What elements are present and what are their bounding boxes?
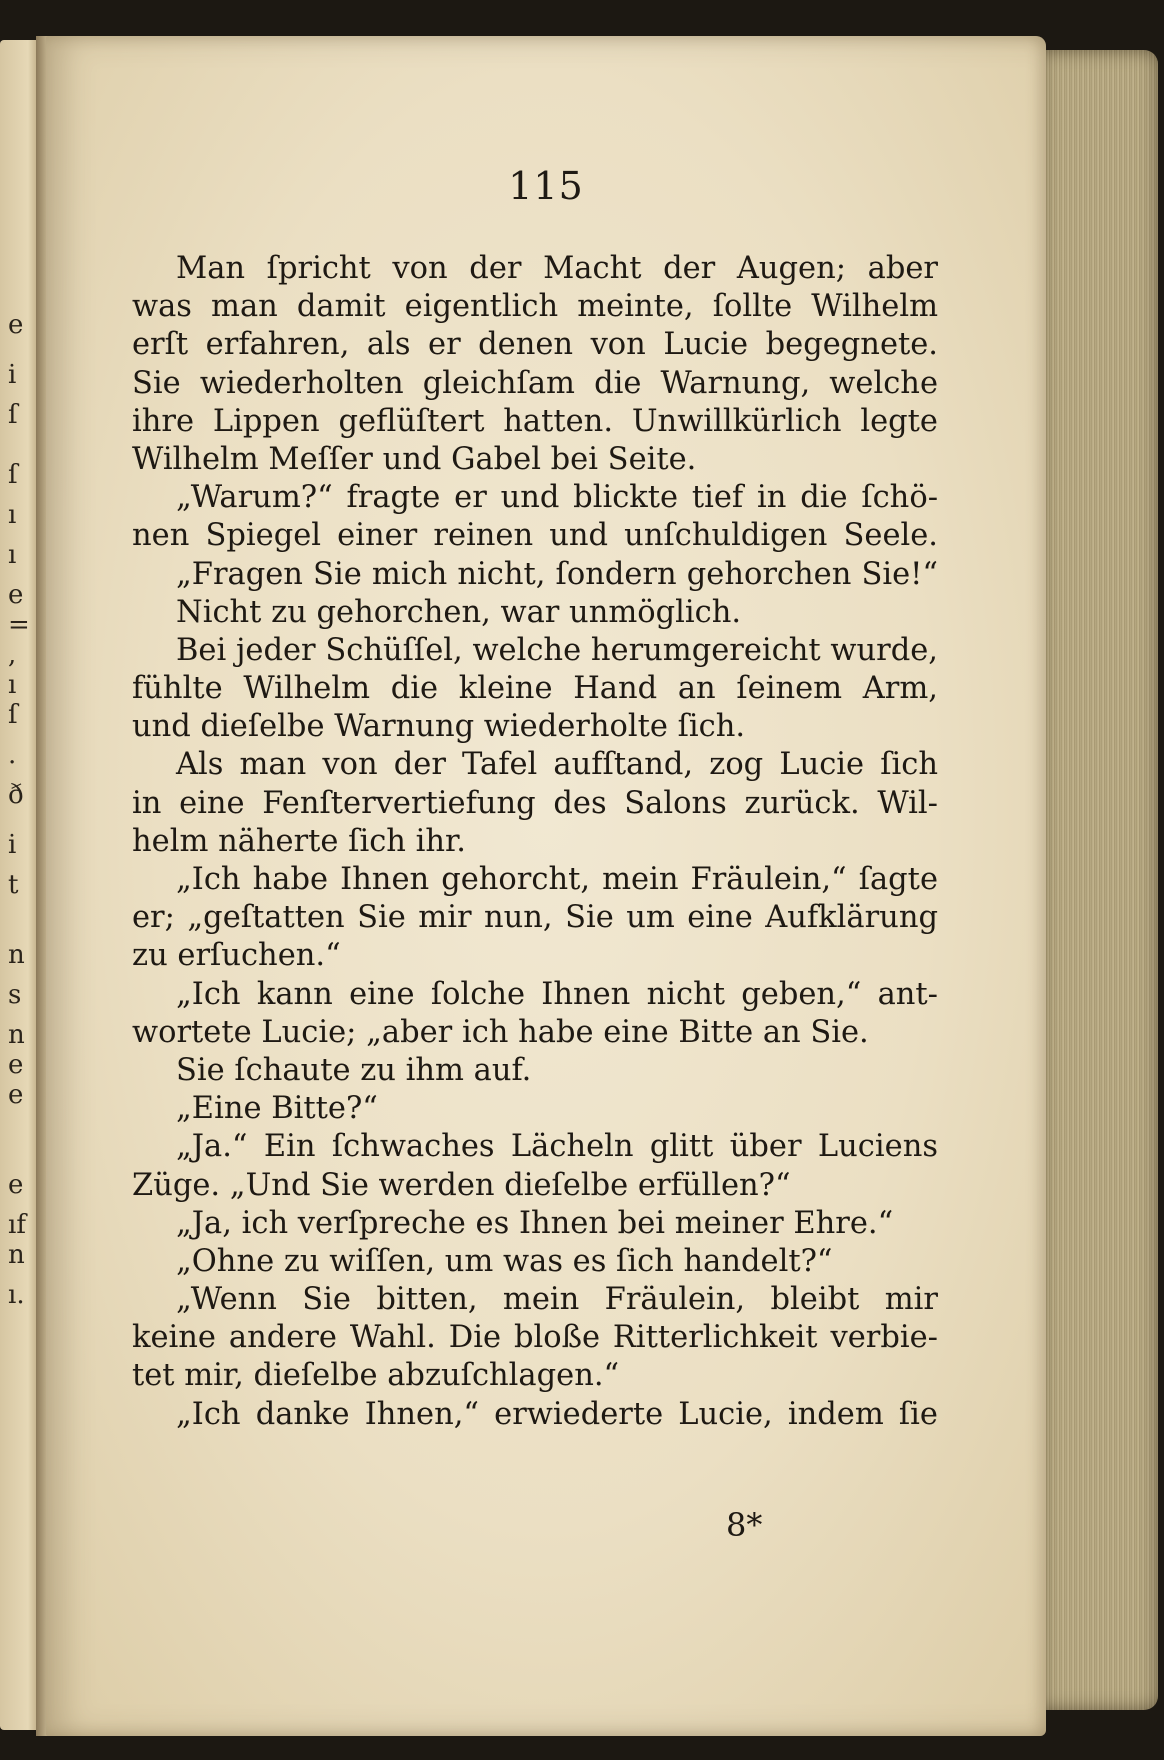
- previous-page-letter: n: [8, 1020, 25, 1050]
- text-line: „Ja.“ Ein ſchwaches Lächeln glitt über Luciens: [176, 1129, 938, 1165]
- previous-page-letter: .: [8, 740, 17, 770]
- text-line: Als man von der Tafel aufſtand, zog Lucie ſich: [176, 747, 938, 783]
- text-line: „Wenn Sie bitten, mein Fräulein, bleibt mir: [176, 1282, 938, 1318]
- previous-page-letter: ð: [8, 780, 24, 810]
- previous-page-letter: e: [8, 580, 24, 610]
- previous-page-edge: [0, 40, 40, 1730]
- text-line: und dieſelbe Warnung wiederholte ſich.: [132, 709, 746, 745]
- body-text: [132, 250, 938, 1434]
- text-line: Sie wiederholten gleichſam die Warnung, welche: [132, 365, 938, 401]
- text-line: erſt erfahren, als er denen von Lucie begegnete.: [132, 327, 938, 363]
- text-line: „Ich habe Ihnen gehorcht, mein Fräulein,“ ſagte: [176, 862, 938, 897]
- text-line: wortete Lucie; „aber ich habe eine Bitte an Sie.: [132, 1014, 869, 1050]
- text-line: „Ohne zu wiſſen, um was es ſich handelt?“: [176, 1243, 833, 1279]
- text-line: tet mir, dieſelbe abzuſchlagen.“: [132, 1358, 620, 1394]
- previous-page-letter: s: [8, 980, 22, 1010]
- text-line: helm näherte ſich ihr.: [132, 823, 466, 859]
- previous-page-letter: i: [8, 830, 17, 860]
- previous-page-letter: ſ: [8, 700, 18, 730]
- text-line: fühlte Wilhelm die kleine Hand an ſeinem Arm,: [132, 671, 938, 707]
- page-number: 115: [508, 164, 584, 208]
- previous-page-letter: t: [8, 870, 19, 900]
- previous-page-letter: ı: [8, 670, 17, 700]
- text-line: „Fragen Sie mich nicht, ſondern gehorchen Sie!“: [176, 556, 938, 592]
- previous-page-letter: e: [8, 310, 24, 340]
- text-line: in eine Fenſtervertiefung des Salons zurück. Wil-: [132, 785, 938, 821]
- previous-page-letter: ıf: [8, 1210, 26, 1240]
- previous-page-letter: e: [8, 1080, 24, 1110]
- text-line: Wilhelm Meſſer und Gabel bei Seite.: [132, 441, 697, 477]
- text-line: „Ja, ich verſpreche es Ihnen bei meiner Ehre.“: [176, 1205, 894, 1241]
- previous-page-letter: n: [8, 1240, 25, 1270]
- previous-page-letter: ſ: [8, 460, 18, 490]
- text-line: „Eine Bitte?“: [176, 1091, 378, 1127]
- previous-page-letter: ı: [8, 540, 17, 570]
- text-line: Nicht zu gehorchen, war unmöglich.: [176, 594, 742, 630]
- previous-page-letter: ı.: [8, 1280, 25, 1310]
- text-line: ihre Lippen geflüſtert hatten. Unwillkürlich legte: [132, 403, 938, 439]
- text-line: zu erſuchen.“: [132, 938, 341, 974]
- previous-page-letters: [4, 40, 40, 1730]
- text-line: nen Spiegel einer reinen und unſchuldigen Seele.: [132, 518, 938, 554]
- text-line: Bei jeder Schüſſel, welche herumgereicht wurde,: [176, 632, 938, 668]
- text-line: Züge. „Und Sie werden dieſelbe erfüllen?“: [132, 1167, 791, 1203]
- text-line: „Ich danke Ihnen,“ erwiederte Lucie, indem ſie: [176, 1396, 938, 1432]
- text-line: keine andere Wahl. Die bloße Ritterlichkeit verbie-: [132, 1320, 938, 1356]
- text-line: Man ſpricht von der Macht der Augen; aber: [176, 251, 938, 286]
- book-page: [46, 36, 1046, 1736]
- page-edge-stack: [1040, 50, 1158, 1710]
- previous-page-letter: ,: [8, 640, 17, 670]
- text-line: was man damit eigentlich meinte, ſollte Wilhelm: [132, 289, 938, 325]
- previous-page-letter: ı: [8, 500, 17, 530]
- text-line: er; „geſtatten Sie mir nun, Sie um eine Aufklärung: [132, 900, 938, 936]
- previous-page-letter: =: [8, 610, 30, 640]
- previous-page-letter: i: [8, 360, 17, 390]
- text-line: Sie ſchaute zu ihm auf.: [176, 1052, 532, 1088]
- previous-page-letter: ſ: [8, 400, 18, 430]
- text-line: „Warum?“ fragte er und blickte tief in die ſchö-: [176, 480, 938, 516]
- previous-page-letter: e: [8, 1170, 24, 1200]
- text-line: „Ich kann eine ſolche Ihnen nicht geben,“ ant-: [176, 976, 938, 1012]
- previous-page-letter: e: [8, 1050, 24, 1080]
- previous-page-letter: n: [8, 940, 25, 970]
- signature-mark: 8*: [726, 1506, 763, 1544]
